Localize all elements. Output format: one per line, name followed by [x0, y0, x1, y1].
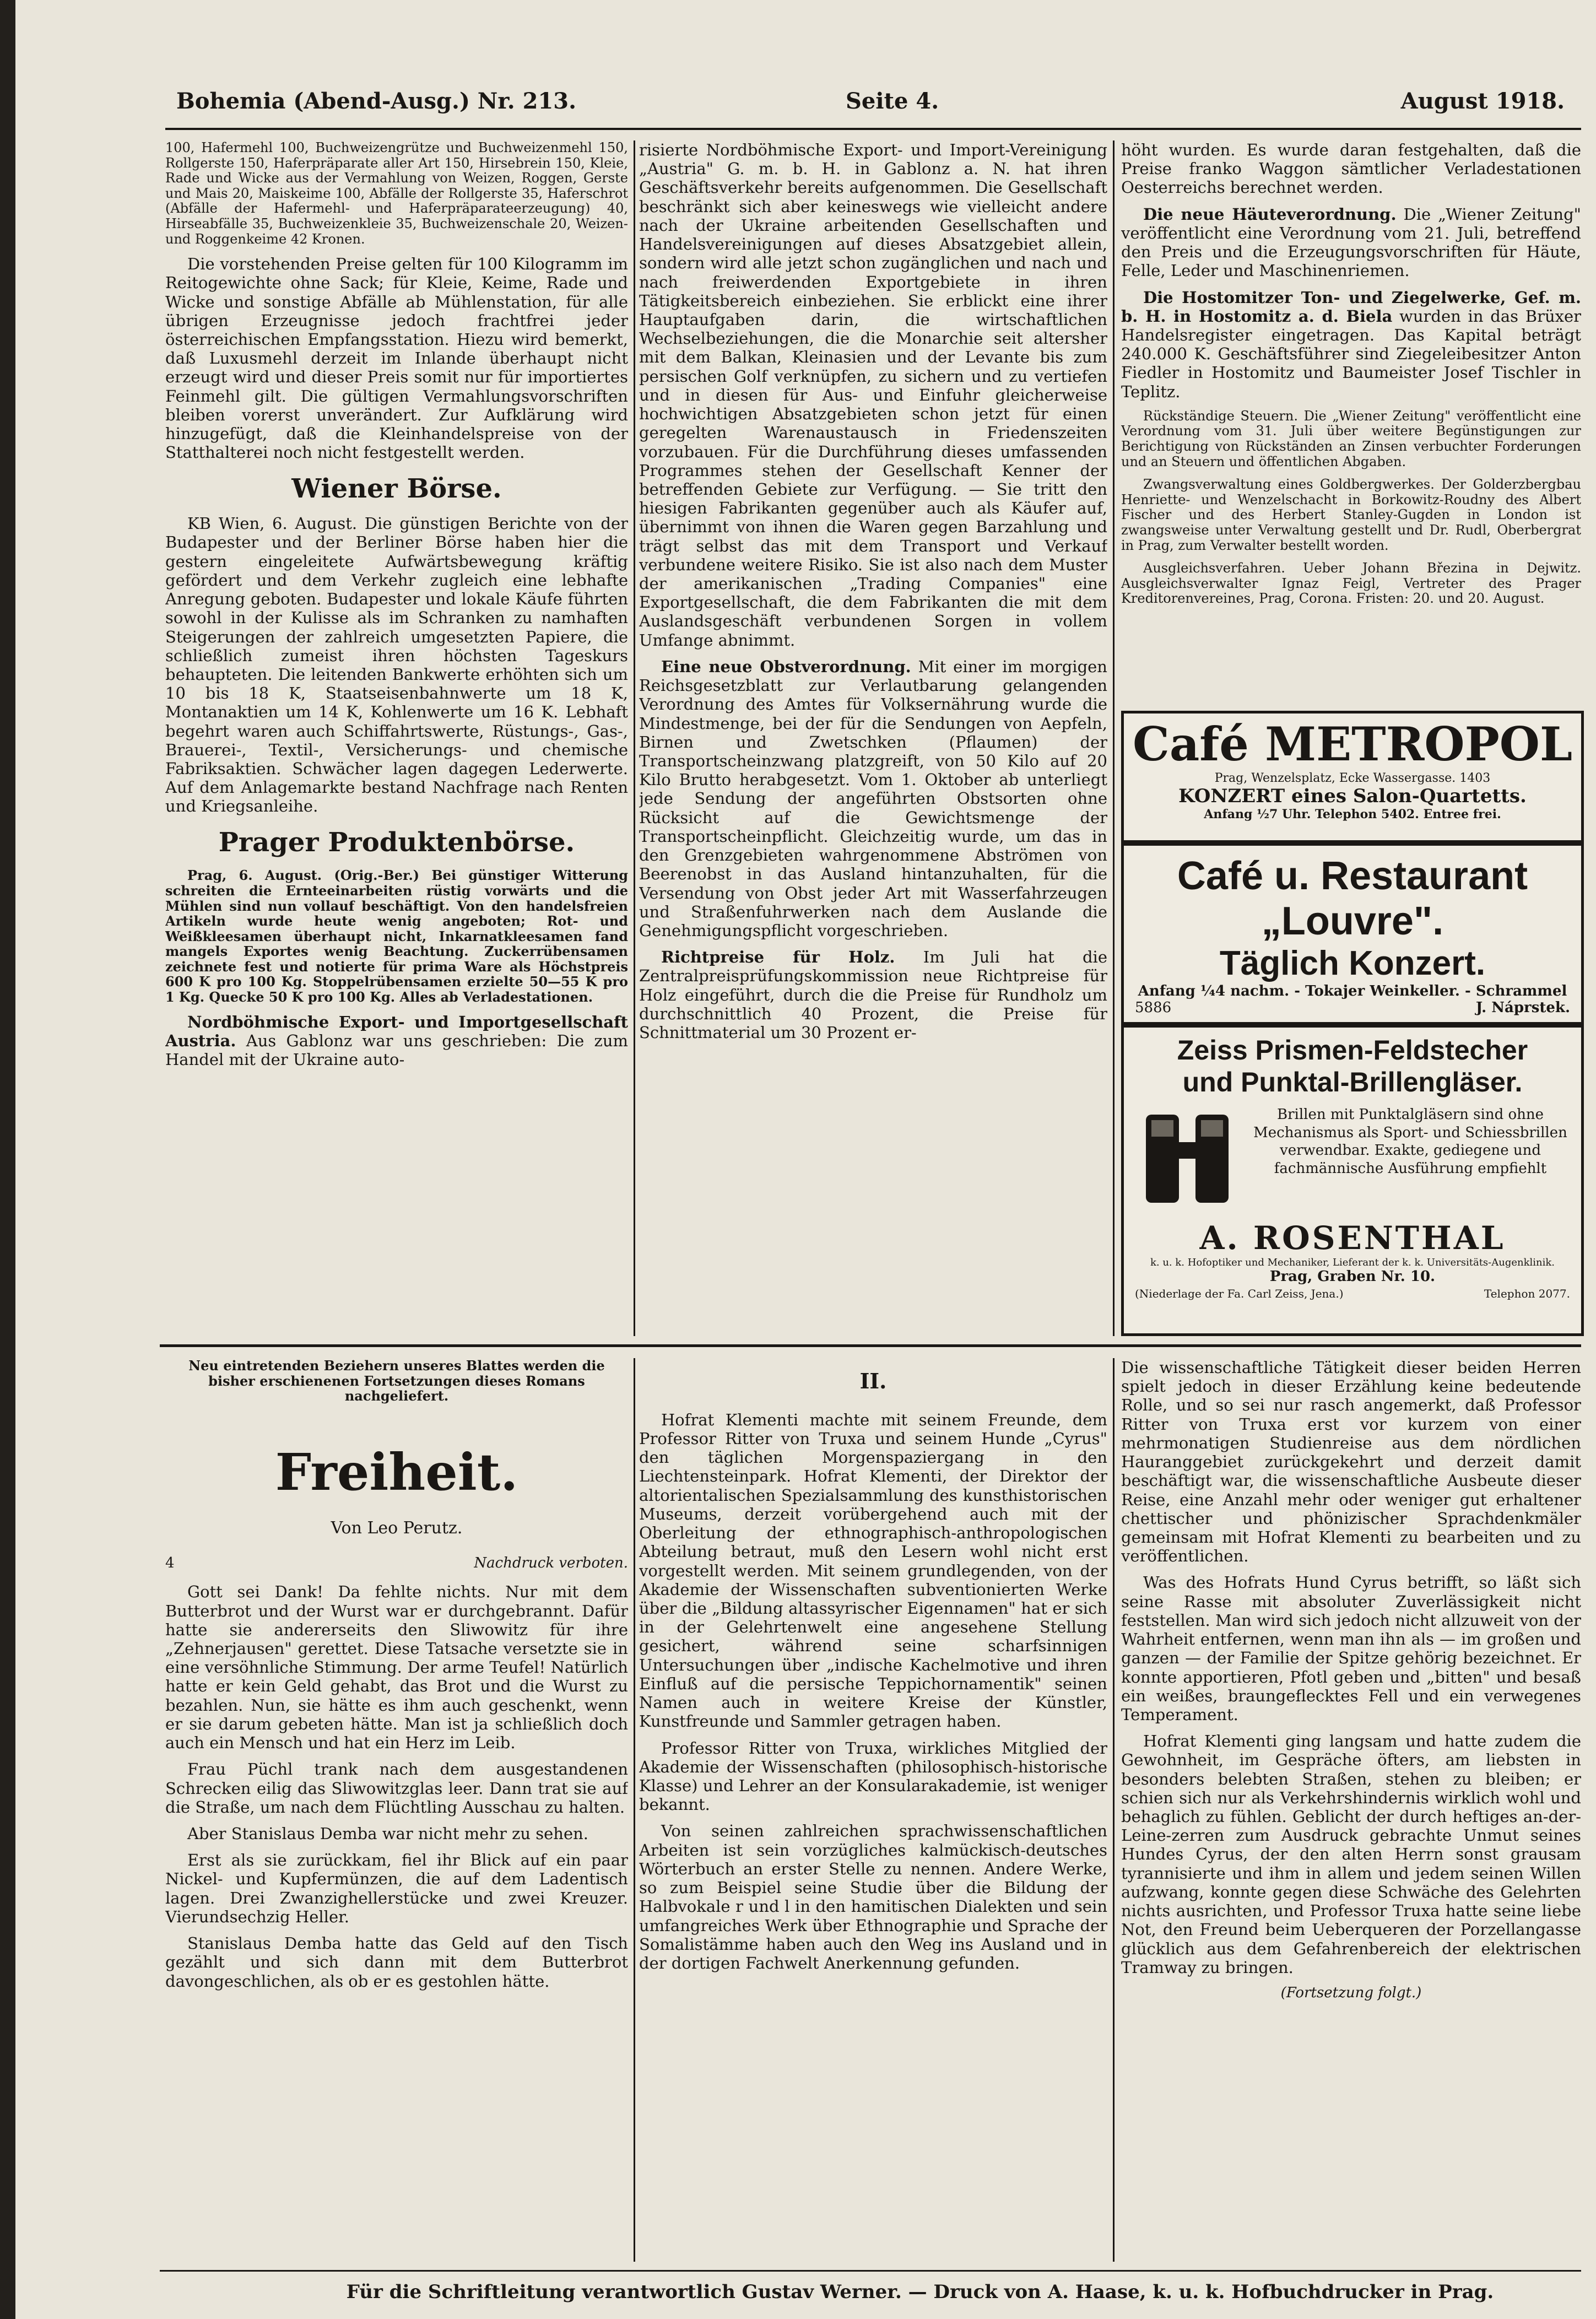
ad-metropol-address: Prag, Wenzelsplatz, Ecke Wassergasse. 1403	[1214, 771, 1491, 785]
imprint-footer: Für die Schriftleitung verantwortlich Gustav Werner. — Druck von A. Haase, k. u. k. Hofbuchdrucker in Prag.	[346, 2281, 1494, 2303]
section-heading-produktenboerse: Prager Produktenbörse.	[218, 826, 575, 858]
installment-number: 4	[165, 1554, 175, 1571]
ad-zeiss-firm: A. ROSENTHAL	[1199, 1219, 1506, 1257]
novel-paragraph: Von seinen zahlreichen sprachwissenschaftlichen Arbeiten ist sein vorzügliches kalmückisch-deutsches Wörterbuch an erster Stelle zu nennen. Andere Werke, so zum Beispiel seine Studie über die Bildung der Halbvokale r und l in den hamitischen Dialekten und sein umfangreiches Werk über Ethnographie und Sprache der Somalistämme haben auch den Weg ins Ausland und in der dortigen Fachwelt Anerkennung gefunden.	[639, 1821, 1107, 1972]
hostomitz-text: wurden in das Brüxer Handelsregister eingetragen. Das Kapital beträgt 240.000 K. Geschäftsführer sind Ziegeleibesitzer Anton Fiedler in Hostomitz und Baumeister Josef Tischler in Teplitz.	[1121, 306, 1581, 401]
export-text: Aus Gablonz war uns geschrieben: Die zum Handel mit der Ukraine auto-	[165, 1031, 628, 1069]
novel-paragraph: Hofrat Klementi machte mit seinem Freunde, dem Professor Ritter von Truxa und seinem Hunde „Cyrus" den täglichen Morgenspaziergang in den Liechtensteinpark. Hofrat Klementi, der Direktor der altorientalischen Spezialsammlung des kunsthistorischen Museums, derzeit vorübergehend auch mit der Oberleitung der ethnographisch-anthropologischen Abteilung betraut, muß den Lesern wohl nicht erst vorgestellt werden. Mit seinem grundlegenden, von der Akademie der Wissenschaften subventionierten Werke über die „Bildung altassyrischer Eigennamen" hat er sich in der Gelehrtenwelt eine angesehene Stellung gesichert, während seine scharfsinnigen Untersuchungen über „indische Kachelmotive und ihren Einfluß auf die persische Teppichornamentik" seinen Namen auch in weitere Kreise der Künstler, Kunstfreunde und Sammler getragen haben.	[639, 1410, 1107, 1731]
feuilleton-column-3	[1121, 1358, 1581, 2262]
feuilleton-column-2	[639, 1358, 1107, 2262]
header-date: August 1918.	[1400, 88, 1565, 114]
ad-metropol-name: Café METROPOL	[1133, 717, 1572, 771]
price-notes: Die vorstehenden Preise gelten für 100 Kilogramm im Reitogewichte ohne Sack; für Kleie, Keime, Rade und Wicke und sonstige Abfälle ab Mühlenstation, für alle übrigen Erzeugnisse jedoch frachtfrei jeder österreichischen Empfangsstation. Hiezu wird bemerkt, daß Luxusmehl derzeit im Inlande überhaupt nicht erzeugt wird und dieser Preis somit nur für importiertes Feinmehl gilt. Die gültigen Vermahlungsvorschriften bleiben vorerst unverändert. Zur Aufklärung wird hinzugefügt, daß die Kleinhandelspreise von der Statthalterei noch nicht festgestellt werden.	[165, 255, 628, 462]
obst-heading: Eine neue Obstverordnung.	[661, 657, 911, 676]
novel-paragraph: Die wissenschaftliche Tätigkeit dieser beiden Herren spielt jedoch in dieser Erzählung keine bedeutende Rolle, und so sei nur rasch angemerkt, daß Professor Ritter von Truxa erst vor kurzem von einer mehrmonatigen Studienreise aus dem nördlichen Hauranggebiet zurückgekehrt und derzeit damit beschäftigt war, die wissenschaftliche Ausbeute dieser Reise, eine Anzahl mehr oder weniger gut erhaltener chettischer und phönizischer Sprachdenkmäler gemeinsam mit Hofrat Klementi zu bearbeiten und zu veröffentlichen.	[1121, 1358, 1581, 1566]
ad-louvre-name: Café u. Restaurant „Louvre".	[1177, 854, 1528, 943]
scan-edge	[0, 0, 15, 2319]
novel-title: Freiheit.	[275, 1442, 518, 1502]
ad-cafe-louvre	[1121, 843, 1584, 1025]
ad-louvre-details: Anfang ¼4 nachm. - Tokajer Weinkeller. - Schrammel	[1138, 983, 1567, 999]
novel-paragraph: Aber Stanislaus Demba war nicht mehr zu sehen.	[187, 1824, 589, 1844]
ad-metropol-time: Anfang ½7 Uhr. Telephon 5402. Entree frei.	[1204, 807, 1501, 821]
column-3	[1121, 140, 1581, 702]
price-list: 100, Hafermehl 100, Buchweizengrütze und Buchweizenmehl 150, Rollgerste 150, Haferpräparate aller Art 150, Hirsebrein 150, Kleie, Rade und Wicke aus der Vermahlung von Weizen, Roggen, Gerste und Mais 20, Maiskeime 100, Abfälle der Rollgerste 35, Haferschrot (Abfälle der Hafermehl- und Haferpräparateerzeugung) 40, Hirseabfälle 35, Buchweizenkleie 35, Buchweizenschale 20, Weizen- und Roggenkeime 42 Kronen.	[165, 140, 628, 247]
austria-report: risierte Nordböhmische Export- und Import-Vereinigung „Austria" G. m. b. H. in Gablonz a. N. hat ihren Geschäftsverkehr bereits aufgenommen. Die Gesellschaft beschränkt sich aber keineswegs wie vielleicht andere nach der Ukraine arbeitenden Gesellschaften und Handelsvereinigungen auf dieses Absatzgebiet allein, sondern wird alle jetzt schon zugänglichen und nach und nach freiwerdenden Exportgebiete in ihren Tätigkeitsbereich einbeziehen. Sie erblickt eine ihrer Hauptaufgaben darin, die wirtschaftlichen Wechselbeziehungen, die die Monarchie seit altersher mit dem Balkan, Kleinasien und der Levante bis zum persischen Golf verknüpfen, zu sichern und zu vertiefen und in diesen für Aus- und Einfuhr gleicherweise hochwichtigen Absatzgebieten schon jetzt für einen geregelten Warenaustausch in Friedenszeiten vorzubauen. Für die Durchführung dieses umfassenden Programmes stehen der Gesellschaft Kenner der betreffenden Gebiete zur Verfügung. — Sie tritt den hiesigen Fabrikanten gegenüber auch als Käufer auf, übernimmt von ihnen die Waren gegen Barzahlung und trägt selbst das mit dem Transport und Verkauf verbundene weitere Risiko. Sie ist also nach dem Muster der amerikanischen „Trading Companies" eine Exportgesellschaft, die dem Fabrikanten die mit dem Auslandsgeschäft verbundenen Sorgen in vollem Umfange abnimmt.	[639, 140, 1107, 650]
continued-note: (Fortsetzung folgt.)	[1280, 1985, 1422, 2001]
ad-louvre-number: 5886	[1135, 999, 1172, 1016]
holz-text: Im Juli hat die Zentralpreisprüfungskommission neue Richtpreise für Holz eingeführt, durch die die Preise für Rundholz um durchschnittlich 40 Prozent, die Preise für Schnittmaterial um 30 Prozent er-	[639, 948, 1107, 1042]
column-1	[165, 140, 628, 1336]
ad-cafe-metropol	[1121, 711, 1584, 843]
column-2	[639, 140, 1107, 1336]
feuilleton-rule	[160, 1344, 1581, 1347]
ausgleich-notice: Ausgleichsverfahren. Ueber Johann Březina in Dejwitz. Ausgleichsverwalter Ignaz Feigl, Vertreter des Prager Kreditorenvereines, Prag, Corona. Fristen: 20. und 20. August.	[1121, 560, 1581, 607]
feuilleton-column-1	[165, 1358, 628, 2262]
export-heading: Nordböhmische Export- und Importgesellschaft Austria.	[165, 1012, 628, 1050]
novel-paragraph: Professor Ritter von Truxa, wirkliches Mitglied der Akademie der Wissenschaften (philosophisch-historische Klasse) und Lehrer an der Konsularakademie, ist weniger bekannt.	[639, 1738, 1107, 1814]
header-issue: Bohemia (Abend-Ausg.) Nr. 213.	[176, 88, 577, 114]
obst-text: Mit einer im morgigen Reichsgesetzblatt zur Verlautbarung gelangenden Verordnung des Amtes für Volksernährung wurde die Mindestmenge, bei der für die Sendungen von Aepfeln, Birnen und Zwetschken (Pflaumen) der Transportscheinzwang platzgreift, von 50 Kilo auf 20 Kilo Brutto herabgesetzt. Vom 1. Oktober ab unterliegt jede Sendung der angeführten Obstsorten ohne Rücksicht auf die Gewichtsmenge der Transportscheinpflicht. Gleichzeitig wurde, um das in den Grenzgebieten wahrgenommene Abströmen von Beerenobst in das Ausland hintanzuhalten, für die Versendung von Obst jeder Art mit Wasserfahrzeugen und Straßenfuhrwerken nach dem Auslande die Genehmigungspflicht vorgeschrieben.	[639, 657, 1107, 940]
novel-author: Von Leo Perutz.	[331, 1518, 463, 1538]
column-divider	[634, 140, 635, 1336]
ad-zeiss-subtitle: und Punktal-Brillengläser.	[1182, 1067, 1523, 1098]
ad-louvre-owner: J. Náprstek.	[1475, 999, 1570, 1016]
hostomitz-heading: Die Hostomitzer Ton- und Ziegelwerke, Gef. m. b. H. in Hostomitz a. d. Biela	[1121, 288, 1581, 326]
produkten-report: Prag, 6. August. (Orig.-Ber.) Bei günstiger Witterung schreiten die Ernteeinarbeiten rüstig vorwärts und die Mühlen sind nun vollauf beschäftigt. Von den handelsfreien Artikeln wurde heute wenig angeboten; Rot- und Weißkleesamen überhaupt nicht, Inkarnatkleesamen fand mangels Exportes wenig Beachtung. Zuckerrübensamen zeichnete fest und notierte für prima Ware als Höchstpreis 600 K pro 100 Kg. Stoppelrübensamen erzielte 50—55 K pro 1 Kg. Quecke 50 K pro 100 Kg. Alles ab Verladestationen.	[165, 867, 628, 1006]
column-divider	[1113, 140, 1115, 1336]
ad-louvre-concert: Täglich Konzert.	[1219, 944, 1486, 982]
novel-paragraph: Stanislaus Demba hatte das Geld auf den Tisch gezählt und sich dann mit dem Butterbrot davongeschlichen, als ob er es gestohlen hätte.	[165, 1934, 628, 1991]
binoculars-icon	[1140, 1104, 1234, 1214]
holz-continued: höht wurden. Es wurde daran festgehalten, daß die Preise franko Waggon sämtlicher Verladestationen Oesterreichs berechnet werden.	[1121, 140, 1581, 197]
holz-heading: Richtpreise für Holz.	[661, 948, 895, 967]
novel-paragraph: Gott sei Dank! Da fehlte nichts. Nur mit dem Butterbrot und der Wurst war er durchgebrannt. Dafür hatte sie andererseits den Sliwowitz für ihre „Zehnerjausen" gerettet. Diese Tatsache versetzte sie in eine versöhnliche Stimmung. Der arme Teufel! Natürlich hatte er kein Geld gehabt, das Brot und die Wurst zu bezahlen. Nun, sie hätte es ihm auch geschenkt, wenn er sie darum gebeten hätte. Man ist ja schließlich doch auch ein Mensch und hat ein Herz im Leib.	[165, 1582, 628, 1753]
feuilleton-notice: Neu eintretenden Beziehern unseres Blattes werden die bisher erschienenen Fortsetzungen dieses Romans nachgeliefert.	[188, 1358, 605, 1404]
ad-zeiss-footer-right: Telephon 2077.	[1484, 1287, 1570, 1300]
novel-paragraph: Frau Püchl trank nach dem ausgestandenen Schrecken eilig das Sliwowitzglas leer. Dann trat sie auf die Straße, um nach dem Flüchtling Ausschau zu halten.	[165, 1760, 628, 1817]
reprint-note: Nachdruck verboten.	[474, 1554, 628, 1571]
ad-metropol-concert: KONZERT eines Salon-Quartetts.	[1178, 785, 1527, 807]
footer-rule	[160, 2270, 1581, 2272]
novel-paragraph: Was des Hofrats Hund Cyrus betrifft, so läßt sich seine Rasse mit absoluter Zuverlässigkeit nicht feststellen. Man wird sich jedoch nicht allzuweit von der Wahrheit entfernen, wenn man ihn als — im großen und ganzen — der Familie der Spitze gehörig bezeichnet. Er konnte apportieren, Pfotl geben und „bitten" und besaß ein weißes, braungeflecktes Fell und ein verwegenes Temperament.	[1121, 1573, 1581, 1724]
column-divider	[1113, 1358, 1115, 2262]
haeute-text: Die „Wiener Zeitung" veröffentlicht eine Verordnung vom 21. Juli, betreffend den Preis und die Erzeugungsvorschriften für Häute, Felle, Leder und Maschinenriemen.	[1121, 204, 1581, 280]
steuern-notice: Rückständige Steuern. Die „Wiener Zeitung" veröffentlicht eine Verordnung vom 31. Juli über weitere Begünstigungen zur Berichtigung von Rückständen an Zinsen verbuchter Forderungen und an Steuern und öffentlichen Abgaben.	[1121, 408, 1581, 469]
novel-paragraph: Erst als sie zurückkam, fiel ihr Blick auf ein paar Nickel- und Kupfermünzen, die auf dem Ladentisch lagen. Drei Zwanzighellerstücke und zwei Kreuzer. Vierundsechzig Heller.	[165, 1851, 628, 1926]
haeute-heading: Die neue Häuteverordnung.	[1143, 204, 1397, 224]
novel-paragraph: Hofrat Klementi ging langsam und hatte zudem die Gewohnheit, im Gespräche öfters, am liebsten in besonders belebten Straßen, stehen zu bleiben; er schien sich nur als Verkehrshindernis wirklich wohl und behaglich zu fühlen. Geblicht der durch heftiges an-der-Leine-zerren zum Ausdruck gebrachte Unmut seines Hundes Cyrus, der den alten Herrn sonst grausam tyrannisierte und ihm in allem und jedem seinen Willen aufzwang, konnte gegen diese Schwäche des Gelehrten nichts ausrichten, und Professor Truxa hatte seine liebe Not, den Freund beim Ueberqueren der Porzellangasse glücklich aus dem Gefahrenbereich der elektrischen Tramway zu bringen.	[1121, 1732, 1581, 1977]
chapter-heading: II.	[859, 1369, 887, 1393]
section-heading-wiener-boerse: Wiener Börse.	[291, 473, 502, 504]
ad-zeiss-text: Brillen mit Punktalgläsern sind ohne Mechanismus als Sport- und Schiessbrillen verwendbar. Exakte, gediegene und fachmännische Ausführung empfiehlt	[1253, 1106, 1567, 1177]
header-page: Seite 4.	[846, 88, 939, 114]
header-rule	[165, 128, 1581, 130]
page-header	[176, 88, 1565, 127]
boerse-report: KB Wien, 6. August. Die günstigen Berichte von der Budapester und der Berliner Börse haben hier die gestern eingeleitete Aufwärtsbewegung kräftig gefördert und dem Verkehr zugleich eine lebhafte Anregung geboten. Budapester und lokale Käufe führten sowohl in der Kulisse als im Schranken zu namhaften Steigerungen der zahlreich umgesetzten Papiere, die schließlich zumeist ihren höchsten Tageskurs behaupteten. Die leitenden Bankwerte erhöhten sich um 10 bis 18 K, Staatseisenbahnwerte um 18 K, Montanaktien um 14 K, Kohlenwerte um 16 K. Lebhaft begehrt waren auch Schiffahrtswerte, Rüstungs-, Gas-, Brauerei-, Textil-, Versicherungs- und chemische Fabriksaktien. Schwächer lagen dagegen Lederwerte. Auf dem Anlagemarkte bestand Nachfrage nach Renten und Kriegsanleihe.	[165, 514, 628, 816]
ad-zeiss-footer-left: (Niederlage der Fa. Carl Zeiss, Jena.)	[1135, 1287, 1344, 1300]
ad-zeiss-address: Prag, Graben Nr. 10.	[1269, 1268, 1436, 1285]
ad-zeiss-rosenthal	[1121, 1025, 1584, 1336]
column-divider	[634, 1358, 635, 2262]
ad-zeiss-sub: k. u. k. Hofoptiker und Mechaniker, Lieferant der k. k. Universitäts-Augenklinik.	[1150, 1257, 1555, 1268]
ad-zeiss-title: Zeiss Prismen-Feldstecher	[1177, 1035, 1528, 1066]
goldbergwerk-notice: Zwangsverwaltung eines Goldbergwerkes. Der Golderzbergbau Henriette- und Wenzelschacht in Borkowitz-Roudny des Albert Fischer und des Herbert Stanley-Gugden in London ist zwangsweise unter Verwaltung gestellt und Dr. Rudl, Oberbergrat in Prag, zum Verwalter bestellt worden.	[1121, 477, 1581, 553]
